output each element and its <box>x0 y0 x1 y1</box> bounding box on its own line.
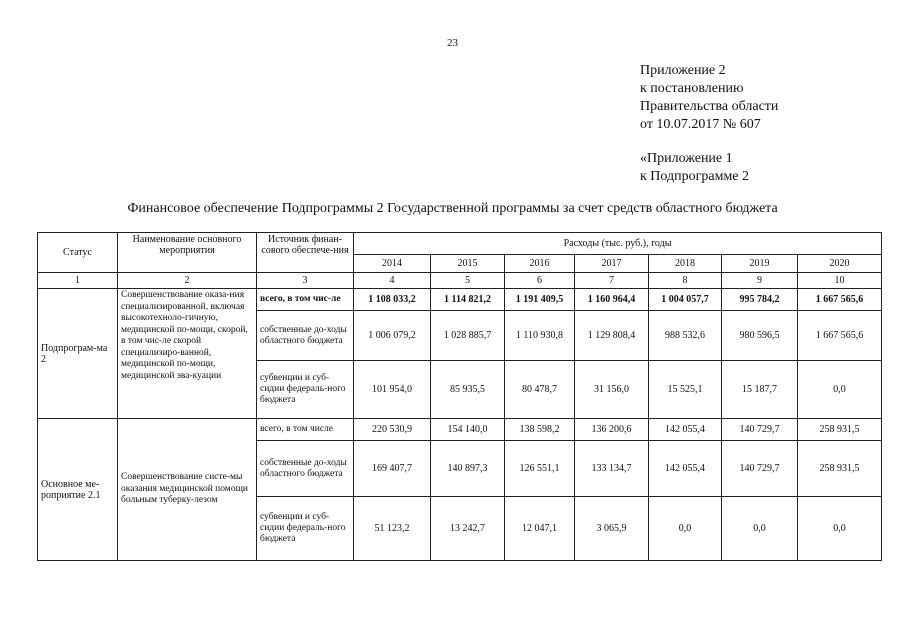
value-cell: 1 006 079,2 <box>354 311 431 361</box>
value-cell: 1 028 885,7 <box>431 311 505 361</box>
annex-sub-block <box>640 150 749 186</box>
value-cell: 31 156,0 <box>575 361 649 419</box>
value-cell: 101 954,0 <box>354 361 431 419</box>
annex-line: от 10.07.2017 № 607 <box>640 117 761 132</box>
column-number: 1 <box>38 273 118 289</box>
value-cell: 15 187,7 <box>722 361 798 419</box>
header-activity: Наименование основного мероприятия <box>118 233 257 273</box>
value-cell: 51 123,2 <box>354 497 431 561</box>
header-expenses: Расходы (тыс. руб.), годы <box>354 233 882 255</box>
document-title: Финансовое обеспечение Подпрограммы 2 Государственной программы за счет средств областного бюджета <box>127 201 778 216</box>
value-cell: 169 407,7 <box>354 441 431 497</box>
page-number: 23 <box>447 37 458 49</box>
header-year: 2017 <box>575 255 649 273</box>
value-cell: 3 065,9 <box>575 497 649 561</box>
value-cell: 126 551,1 <box>505 441 575 497</box>
column-number: 2 <box>118 273 257 289</box>
value-cell: 258 931,5 <box>798 441 882 497</box>
header-year: 2020 <box>798 255 882 273</box>
value-cell: 0,0 <box>798 497 882 561</box>
value-cell: 133 134,7 <box>575 441 649 497</box>
value-cell: 142 055,4 <box>649 419 722 441</box>
source-cell: субвенции и суб-сидии федераль-ного бюджета <box>257 497 354 561</box>
value-cell: 1 667 565,6 <box>798 289 882 311</box>
value-cell: 140 729,7 <box>722 419 798 441</box>
column-number: 4 <box>354 273 431 289</box>
header-year: 2019 <box>722 255 798 273</box>
value-cell: 136 200,6 <box>575 419 649 441</box>
activity-cell: Совершенствование оказа-ния специализированной, включая высокотехноло-гичную, медицинской по-мощи, скорой, в том чис-ле скорой специализиро-ванной, медицинской по-мощи, медицинской эва-куации <box>118 289 257 419</box>
table-row <box>38 289 882 311</box>
value-cell: 80 478,7 <box>505 361 575 419</box>
value-cell: 988 532,6 <box>649 311 722 361</box>
column-number: 6 <box>505 273 575 289</box>
annex-sub-line: к Подпрограмме 2 <box>640 169 750 184</box>
value-cell: 140 897,3 <box>431 441 505 497</box>
source-cell: собственные до-ходы областного бюджета <box>257 311 354 361</box>
value-cell: 995 784,2 <box>722 289 798 311</box>
value-cell: 1 191 409,5 <box>505 289 575 311</box>
column-number: 3 <box>257 273 354 289</box>
header-year: 2016 <box>505 255 575 273</box>
value-cell: 13 242,7 <box>431 497 505 561</box>
header-status: Статус <box>38 233 118 273</box>
header-source: Источник финан-сового обеспече-ния <box>257 233 354 273</box>
column-number: 9 <box>722 273 798 289</box>
status-cell: Основное ме-роприятие 2.1 <box>38 419 118 561</box>
value-cell: 140 729,7 <box>722 441 798 497</box>
value-cell: 154 140,0 <box>431 419 505 441</box>
value-cell: 12 047,1 <box>505 497 575 561</box>
value-cell: 1 004 057,7 <box>649 289 722 311</box>
activity-cell: Совершенствование систе-мы оказания медицинской помощи больным туберку-лезом <box>118 419 257 561</box>
status-cell: Подпрограм-ма 2 <box>38 289 118 419</box>
annex-line: к постановлению <box>640 81 744 96</box>
table-row <box>38 419 882 441</box>
column-number: 5 <box>431 273 505 289</box>
value-cell: 0,0 <box>722 497 798 561</box>
value-cell: 980 596,5 <box>722 311 798 361</box>
column-number: 10 <box>798 273 882 289</box>
value-cell: 1 160 964,4 <box>575 289 649 311</box>
header-year: 2014 <box>354 255 431 273</box>
column-number: 7 <box>575 273 649 289</box>
value-cell: 142 055,4 <box>649 441 722 497</box>
value-cell: 1 667 565,6 <box>798 311 882 361</box>
value-cell: 220 530,9 <box>354 419 431 441</box>
value-cell: 0,0 <box>649 497 722 561</box>
annex-sub-line: «Приложение 1 <box>640 151 733 166</box>
value-cell: 1 129 808,4 <box>575 311 649 361</box>
source-cell: всего, в том чис-ле <box>257 289 354 311</box>
financing-table <box>37 232 882 561</box>
value-cell: 1 110 930,8 <box>505 311 575 361</box>
value-cell: 85 935,5 <box>431 361 505 419</box>
source-cell: собственные до-ходы областного бюджета <box>257 441 354 497</box>
value-cell: 0,0 <box>798 361 882 419</box>
value-cell: 1 108 033,2 <box>354 289 431 311</box>
value-cell: 258 931,5 <box>798 419 882 441</box>
value-cell: 138 598,2 <box>505 419 575 441</box>
value-cell: 15 525,1 <box>649 361 722 419</box>
column-number: 8 <box>649 273 722 289</box>
value-cell: 1 114 821,2 <box>431 289 505 311</box>
source-cell: всего, в том числе <box>257 419 354 441</box>
header-year: 2015 <box>431 255 505 273</box>
header-year: 2018 <box>649 255 722 273</box>
source-cell: субвенции и суб-сидии федераль-ного бюджета <box>257 361 354 419</box>
annex-line: Правительства области <box>640 99 779 114</box>
annex-block <box>640 62 778 134</box>
annex-line: Приложение 2 <box>640 63 726 78</box>
